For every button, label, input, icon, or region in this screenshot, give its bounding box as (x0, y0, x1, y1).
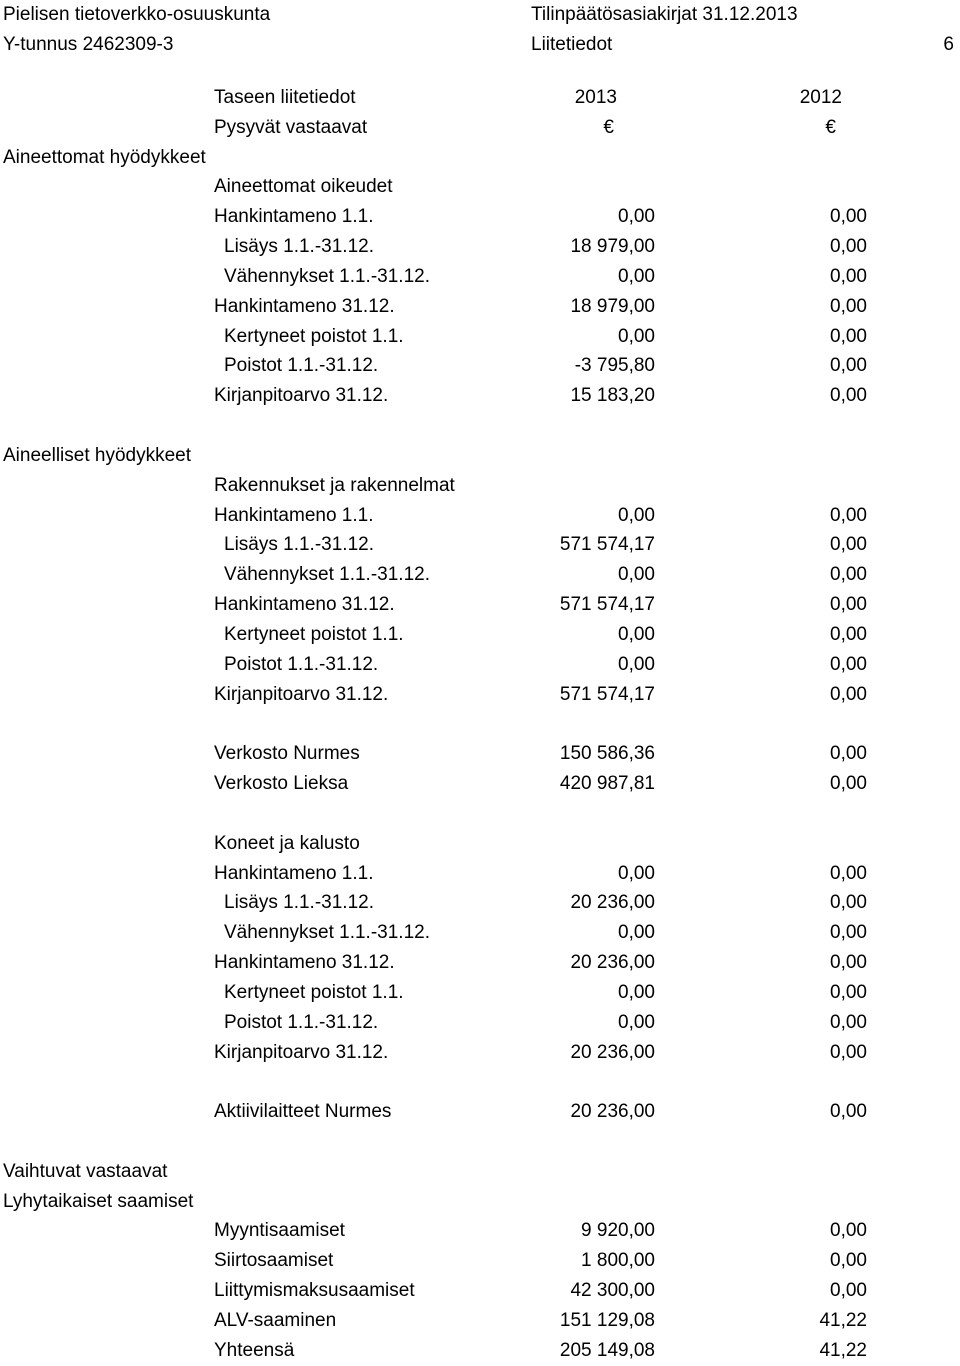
header-spacer (943, 0, 954, 30)
value-2013: 20 236,00 (570, 952, 655, 974)
row-label: Liittymismaksusaamiset (214, 1280, 415, 1302)
row-label: Poistot 1.1.-31.12. (224, 653, 379, 675)
value-2012: 2012 (799, 87, 842, 108)
table-row (0, 232, 960, 262)
value-2012: 0,00 (830, 892, 867, 914)
value-2013: 0,00 (618, 564, 655, 586)
value-2012: € (825, 116, 836, 138)
value-2013: 571 574,17 (559, 534, 655, 556)
table-row (0, 1097, 960, 1127)
section-heading: Vaihtuvat vastaavat (3, 1160, 168, 1182)
value-2012: 0,00 (830, 534, 867, 556)
value-2013: 0,00 (618, 325, 655, 347)
row-label: Vähennykset 1.1.-31.12. (224, 265, 430, 287)
value-2012: 0,00 (830, 952, 867, 974)
document-header-left (3, 0, 270, 60)
value-2013: 0,00 (618, 981, 655, 1003)
value-2012: 0,00 (830, 265, 867, 287)
row-label: Vähennykset 1.1.-31.12. (224, 922, 430, 944)
table-row (0, 530, 960, 560)
value-2013: 0,00 (618, 206, 655, 228)
value-2012: 0,00 (830, 206, 867, 228)
document-title: Tilinpäätösasiakirjat 31.12.2013 (531, 4, 798, 25)
document-header-right (943, 0, 954, 60)
value-2012: 0,00 (830, 1041, 867, 1063)
value-2013: 420 987,81 (559, 773, 655, 795)
section-heading: Aineettomat hyödykkeet (3, 146, 206, 168)
row-label: Hankintameno 31.12. (214, 295, 395, 317)
balance-sheet-notes-table (0, 83, 960, 1366)
value-2013: 20 236,00 (570, 892, 655, 914)
organization-name: Pielisen tietoverkko-osuuskunta (3, 4, 271, 25)
table-row (0, 172, 960, 202)
document-header-center (531, 0, 798, 60)
row-label: Poistot 1.1.-31.12. (224, 1011, 379, 1033)
table-row (0, 471, 960, 501)
value-2013: 0,00 (618, 504, 655, 526)
value-2013: € (603, 116, 614, 138)
spacer-row (0, 709, 960, 739)
row-label: Kertyneet poistot 1.1. (224, 325, 404, 347)
table-row (0, 1216, 960, 1246)
section-title: Liitetiedot (531, 34, 613, 55)
value-2013: 9 920,00 (581, 1220, 655, 1242)
spacer-row (0, 1127, 960, 1157)
row-label: Kirjanpitoarvo 31.12. (214, 683, 389, 705)
value-2013: 1 800,00 (581, 1250, 655, 1272)
section-heading: Aineelliset hyödykkeet (3, 444, 191, 466)
row-label: Taseen liitetiedot (214, 87, 356, 108)
table-row (0, 292, 960, 322)
table-row (0, 143, 960, 173)
row-label: Rakennukset ja rakennelmat (214, 474, 455, 496)
row-label: Verkosto Lieksa (214, 773, 349, 795)
value-2013: 18 979,00 (570, 236, 655, 258)
value-2013: 571 574,17 (559, 594, 655, 616)
value-2012: 0,00 (830, 773, 867, 795)
value-2013: 0,00 (618, 653, 655, 675)
value-2013: 18 979,00 (570, 295, 655, 317)
table-row (0, 1336, 960, 1366)
table-row (0, 978, 960, 1008)
value-2012: 0,00 (830, 1011, 867, 1033)
spacer-row (0, 799, 960, 829)
value-2013: 0,00 (618, 862, 655, 884)
value-2012: 0,00 (830, 922, 867, 944)
table-row (0, 918, 960, 948)
value-2012: 0,00 (830, 1101, 867, 1123)
value-2013: -3 795,80 (574, 355, 655, 377)
table-row (0, 829, 960, 859)
table-row (0, 1246, 960, 1276)
business-id: Y-tunnus 2462309-3 (3, 34, 174, 55)
row-label: Lisäys 1.1.-31.12. (224, 534, 374, 556)
table-row (0, 680, 960, 710)
table-row (0, 560, 960, 590)
value-2012: 0,00 (830, 325, 867, 347)
row-label: Myyntisaamiset (214, 1220, 345, 1242)
page-number: 6 (943, 34, 954, 55)
table-row (0, 650, 960, 680)
value-2012: 0,00 (830, 385, 867, 407)
row-label: Poistot 1.1.-31.12. (224, 355, 379, 377)
value-2012: 0,00 (830, 355, 867, 377)
row-label: Kertyneet poistot 1.1. (224, 623, 404, 645)
table-row (0, 769, 960, 799)
table-row (0, 381, 960, 411)
table-row (0, 262, 960, 292)
row-label: Pysyvät vastaavat (214, 116, 368, 138)
row-label: Kirjanpitoarvo 31.12. (214, 1041, 389, 1063)
value-2012: 0,00 (830, 1280, 867, 1302)
value-2012: 41,22 (819, 1339, 867, 1361)
row-label: Hankintameno 1.1. (214, 862, 374, 884)
table-row (0, 620, 960, 650)
row-label: Kirjanpitoarvo 31.12. (214, 385, 389, 407)
value-2012: 0,00 (830, 504, 867, 526)
row-label: Yhteensä (214, 1339, 295, 1361)
row-label: Lisäys 1.1.-31.12. (224, 236, 374, 258)
table-row (0, 1157, 960, 1187)
row-label: Hankintameno 1.1. (214, 504, 374, 526)
value-2013: 205 149,08 (559, 1339, 655, 1361)
row-label: Siirtosaamiset (214, 1250, 334, 1272)
row-label: Lisäys 1.1.-31.12. (224, 892, 374, 914)
value-2012: 0,00 (830, 564, 867, 586)
value-2012: 0,00 (830, 1250, 867, 1272)
table-row (0, 1306, 960, 1336)
table-row (0, 322, 960, 352)
value-2012: 0,00 (830, 1220, 867, 1242)
value-2012: 41,22 (819, 1309, 867, 1331)
value-2013: 15 183,20 (570, 385, 655, 407)
value-2013: 150 586,36 (559, 743, 655, 765)
currency-row (0, 113, 960, 143)
value-2012: 0,00 (830, 236, 867, 258)
table-row (0, 590, 960, 620)
table-row (0, 202, 960, 232)
row-label: Koneet ja kalusto (214, 832, 360, 854)
value-2012: 0,00 (830, 623, 867, 645)
spacer-row (0, 1067, 960, 1097)
table-row (0, 1276, 960, 1306)
row-label: ALV-saaminen (214, 1309, 337, 1331)
value-2013: 20 236,00 (570, 1041, 655, 1063)
value-2012: 0,00 (830, 683, 867, 705)
value-2013: 0,00 (618, 1011, 655, 1033)
row-label: Hankintameno 31.12. (214, 952, 395, 974)
value-2013: 2013 (574, 87, 617, 108)
value-2012: 0,00 (830, 295, 867, 317)
value-2013: 0,00 (618, 265, 655, 287)
table-row (0, 1008, 960, 1038)
table-row (0, 948, 960, 978)
value-2013: 151 129,08 (559, 1309, 655, 1331)
table-row (0, 501, 960, 531)
value-2012: 0,00 (830, 743, 867, 765)
row-label: Aktiivilaitteet Nurmes (214, 1101, 392, 1123)
table-row (0, 1038, 960, 1068)
row-label: Hankintameno 1.1. (214, 206, 374, 228)
row-label: Hankintameno 31.12. (214, 594, 395, 616)
table-row (0, 351, 960, 381)
value-2013: 0,00 (618, 922, 655, 944)
value-2013: 42 300,00 (570, 1280, 655, 1302)
value-2013: 571 574,17 (559, 683, 655, 705)
value-2012: 0,00 (830, 594, 867, 616)
value-2013: 0,00 (618, 623, 655, 645)
table-row (0, 888, 960, 918)
row-label: Vähennykset 1.1.-31.12. (224, 564, 430, 586)
table-row (0, 739, 960, 769)
value-2012: 0,00 (830, 981, 867, 1003)
row-label: Verkosto Nurmes (214, 743, 360, 765)
row-label: Aineettomat oikeudet (214, 176, 393, 198)
value-2012: 0,00 (830, 862, 867, 884)
table-row (0, 859, 960, 889)
section-heading: Lyhytaikaiset saamiset (3, 1190, 194, 1212)
column-header-row (0, 83, 960, 113)
value-2012: 0,00 (830, 653, 867, 675)
row-label: Kertyneet poistot 1.1. (224, 981, 404, 1003)
spacer-row (0, 411, 960, 441)
table-row (0, 441, 960, 471)
table-row (0, 1187, 960, 1217)
value-2013: 20 236,00 (570, 1101, 655, 1123)
